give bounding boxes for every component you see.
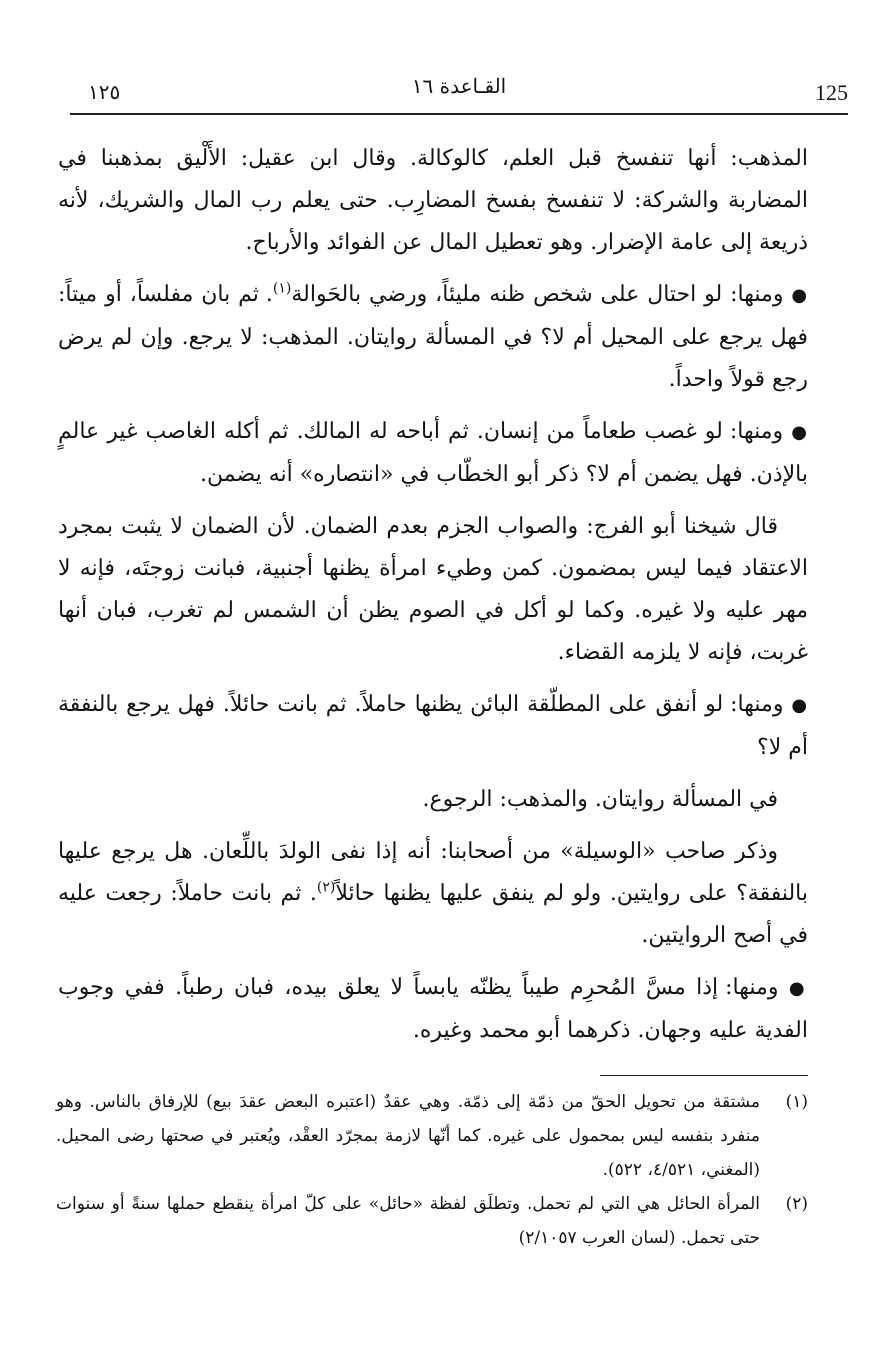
bullet-icon: ● xyxy=(791,285,808,306)
page-number-arabic: ١٢٥ xyxy=(88,80,121,104)
paragraph xyxy=(58,967,808,1052)
paragraph xyxy=(58,411,808,496)
paragraph: في المسألة روايتان. والمذهب: الرجوع. xyxy=(422,787,778,812)
paragraph-text: ومنها: لو أنفق على المطلّقة البائن يظنها حاملاً. ثم بانت حائلاً. فهل يرجع بالنفقة أم لا؟ xyxy=(58,692,808,760)
footnote-number: (٢) xyxy=(785,1194,808,1214)
paragraph: قال شيخنا أبو الفرج: والصواب الجزم بعدم الضمان. لأن الضمان لا يثبت بمجرد الاعتقاد فيما ليس بمضمون. كمن وطيء امرأة يظنها أجنبية، فبانت زوجتَه، فإنه لا مهر عليه ولا غيره. وكما لو أكل في الصوم يظن أن الشمس لم تغرب، فبان أنها غربت، فإنه لا يلزمه القضاء. xyxy=(58,514,808,665)
bullet-icon: ● xyxy=(788,978,808,999)
footnotes xyxy=(56,1085,808,1255)
footnote-text: مشتقة من تحويل الحقّ من ذمّة إلى ذمّة. وهي عقدٌ (اعتبره البعض عقدَ بيع) للإرفاق بالناس. وهو منفرد بنفسه ليس بمحمول على غيره. كما أنّها لازمة بمجرّد العقْد، ويُعتبر في صحتها رضى المحيل. (المغني، ٤/٥٢١، ٥٢٢). xyxy=(56,1092,760,1180)
main-text xyxy=(58,138,808,1062)
paragraph-text: ومنها: لو غصب طعاماً من إنسان. ثم أباحه له المالك. ثم أكله الغاصب غير عالمٍ بالإذن. فهل يضمن أم لا؟ ذكر أبو الخطّاب في «انتصاره» أنه يضمن. xyxy=(58,419,808,487)
footnote-ref[interactable]: (١) xyxy=(272,280,292,297)
bullet-icon: ● xyxy=(791,695,808,716)
page-header xyxy=(70,70,848,114)
footnote xyxy=(56,1187,808,1255)
paragraph xyxy=(58,684,808,769)
page-number-latin: 125 xyxy=(815,80,848,105)
footnote xyxy=(56,1085,808,1187)
paragraph xyxy=(58,831,808,957)
header-rule xyxy=(70,113,848,115)
footnote-ref[interactable]: (٢) xyxy=(316,879,336,896)
paragraph-text: . ثم بانت حاملاً: رجعت عليه في أصح الروايتين. xyxy=(58,881,808,948)
paragraph-text: ومنها: إذا مسَّ المُحرِم طيباً يظنّه يابساً لا يعلق بيده، فبان رطباً. ففي وجوب الفدية عليه وجهان. ذكرهما أبو محمد وغيره. xyxy=(58,975,808,1043)
paragraph-text: ومنها: لو احتال على شخص ظنه مليئاً، ورضي بالحَوالة xyxy=(291,282,784,307)
paragraph-text: وذكر صاحب «الوسيلة» من أصحابنا: أنه إذا نفى الولدَ باللِّعان. هل يرجع عليها بالنفقة؟ على روايتين. ولو لم ينفق عليها يظنها حائلاً xyxy=(58,839,809,906)
paragraph-text: . ثم بان مفلساً، أو ميتاً: فهل يرجع على المحيل أم لا؟ في المسألة روايتان. المذهب: لا يرجع. وإن لم يرض رجع قولاً واحداً. xyxy=(58,282,808,392)
bullet-icon: ● xyxy=(791,422,808,443)
footnote-number: (١) xyxy=(785,1092,808,1112)
paragraph xyxy=(58,274,808,401)
paragraph: المذهب: أنها تنفسخ قبل العلم، كالوكالة. وقال ابن عقيل: الأَلْيق بمذهبنا في المضاربة والشركة: لا تنفسخ بفسخ المضارِب. حتى يعلم رب المال والشريك، لأنه ذريعة إلى عامة الإضرار. وهو تعطيل المال عن الفوائد والأرباح. xyxy=(58,146,808,255)
footnote-text: المرأة الحائل هي التي لم تحمل. وتطلَق لفظة «حائل» على كلّ امرأة ينقطع حملها سنةً أو سنوات حتى تحمل. (لسان العرب ٢/١٠٥٧) xyxy=(56,1194,760,1248)
page-title: القـاعدة ١٦ xyxy=(411,74,507,98)
footnote-rule xyxy=(600,1075,808,1076)
